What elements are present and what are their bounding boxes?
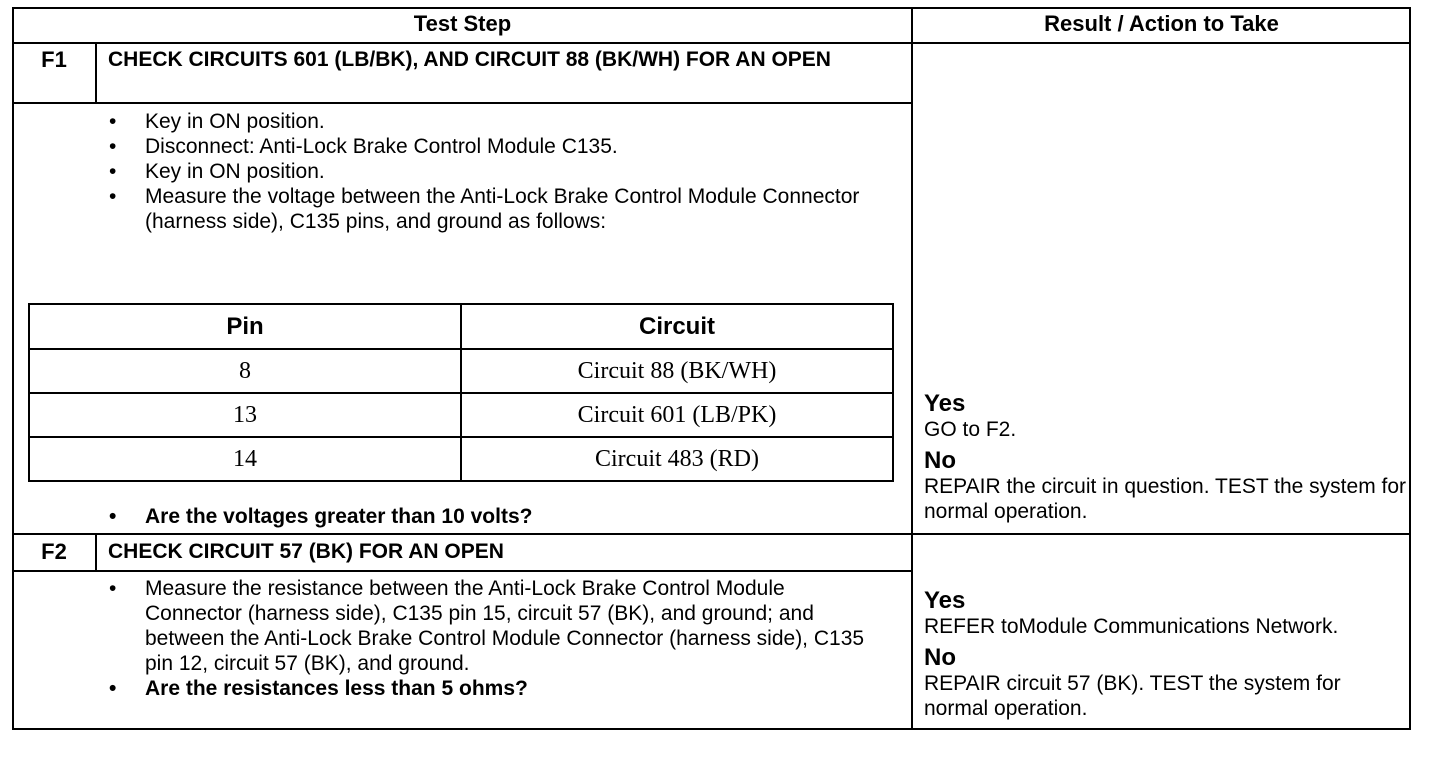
header-divider [12, 42, 1411, 44]
list-item: • Disconnect: Anti-Lock Brake Control Module C135. [107, 134, 877, 159]
f1-question [107, 504, 877, 529]
table-header-row [29, 304, 893, 349]
f2-id-divider [95, 533, 97, 572]
f2-no-action: REPAIR circuit 57 (BK). TEST the system for normal operation. [924, 672, 1341, 720]
circuit-column-header: Circuit [461, 304, 893, 349]
f2-no-label: No [924, 644, 956, 671]
f1-instructions [107, 109, 877, 234]
circuit-cell: Circuit 483 (RD) [461, 437, 893, 481]
list-item: • Measure the voltage between the Anti-Lock Brake Control Module Connector (harness side), C135 pins, and ground as follows: [107, 184, 877, 234]
list-item: • Are the resistances less than 5 ohms? [107, 676, 877, 701]
column-divider [911, 7, 913, 730]
table-row [29, 349, 893, 393]
header-result-action: Result / Action to Take [1044, 11, 1279, 36]
list-item: • Measure the resistance between the Anti-Lock Brake Control Module Connector (harness side), C135 pin 15, circuit 57 (BK), and ground; and between the Anti-Lock Brake Control Module Connector (harness side), C135 pin 12, circuit 57 (BK), and ground. [107, 576, 877, 676]
step-title-f1: CHECK CIRCUITS 601 (LB/BK), AND CIRCUIT 88 (BK/WH) FOR AN OPEN [108, 48, 831, 71]
table-row [29, 393, 893, 437]
f1-f2-divider [12, 533, 1411, 535]
pin-circuit-table [28, 303, 894, 482]
list-item: • Key in ON position. [107, 109, 877, 134]
f1-yes-label: Yes [924, 390, 966, 417]
circuit-cell: Circuit 601 (LB/PK) [461, 393, 893, 437]
f2-yes-label: Yes [924, 587, 966, 614]
pin-column-header: Pin [29, 304, 461, 349]
f1-title-divider [12, 102, 912, 104]
pin-cell: 8 [29, 349, 461, 393]
f1-result [924, 391, 1410, 530]
f1-id-divider [95, 42, 97, 104]
circuit-cell: Circuit 88 (BK/WH) [461, 349, 893, 393]
list-item: • Are the voltages greater than 10 volts? [107, 504, 877, 529]
step-id-f1: F1 [41, 47, 67, 72]
step-title-f2: CHECK CIRCUIT 57 (BK) FOR AN OPEN [108, 540, 504, 563]
header-test-step: Test Step [413, 11, 512, 36]
list-item: • Key in ON position. [107, 159, 877, 184]
pin-cell: 13 [29, 393, 461, 437]
f1-no-label: No [924, 447, 956, 474]
f1-yes-action: GO to F2. [924, 418, 1017, 441]
f2-yes-action: REFER toModule Communications Network. [924, 615, 1339, 638]
f2-title-divider [12, 570, 912, 572]
step-id-f2: F2 [41, 539, 67, 564]
f1-no-action: REPAIR the circuit in question. TEST the system for normal operation. [924, 475, 1407, 523]
f2-result [924, 588, 1410, 727]
f2-instructions [107, 576, 877, 701]
pin-cell: 14 [29, 437, 461, 481]
table-row [29, 437, 893, 481]
